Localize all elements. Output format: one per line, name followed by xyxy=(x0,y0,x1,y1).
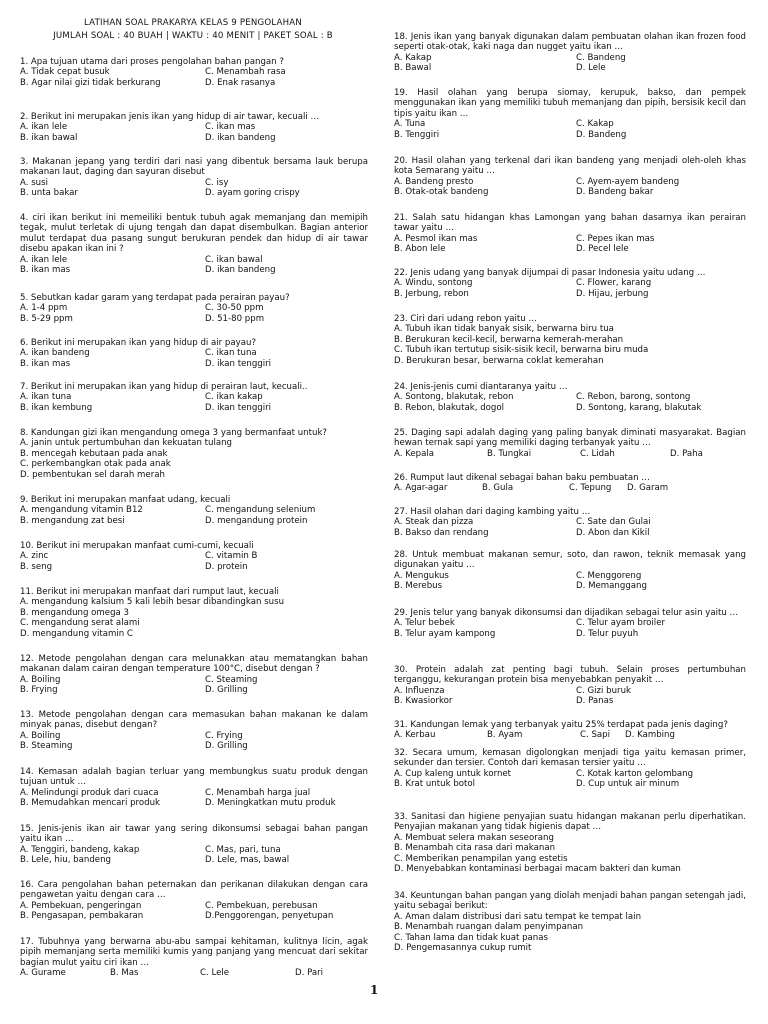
answer-option: A. susi xyxy=(20,177,48,188)
answer-option: B. Rebon, blakutak, dogol xyxy=(394,402,505,413)
answer-options xyxy=(394,177,746,198)
answer-option: B. Krat untuk botol xyxy=(394,779,476,790)
answer-option: A. ikan lele xyxy=(20,254,68,265)
answer-option: B. Berukuran kecil-kecil, berwarna kemerah-merahan xyxy=(394,334,624,345)
answer-option: D. Paha xyxy=(670,448,703,459)
answer-option: A. Telur bebek xyxy=(394,618,455,629)
answer-option: B. Ayam xyxy=(487,730,523,741)
answer-option: D. Pengemasannya cukup rumit xyxy=(394,943,532,954)
question xyxy=(20,767,368,809)
answer-option: B. Telur ayam kampong xyxy=(394,628,496,639)
answer-options xyxy=(20,968,368,978)
answer-option: A. Steak dan pizza xyxy=(394,517,474,528)
answer-option: B. unta bakar xyxy=(20,188,78,199)
question xyxy=(394,428,746,459)
answer-options xyxy=(20,675,368,696)
answer-option: B. mengandung omega 3 xyxy=(20,607,130,618)
answer-option: C. vitamin B xyxy=(205,551,258,562)
answer-option: D. Sontong, karang, blakutak xyxy=(576,402,702,413)
page-header xyxy=(16,17,370,42)
answer-option: D. ikan bandeng xyxy=(205,132,276,143)
question-text: 4. ciri ikan berikut ini memeiliki bentuk tubuh agak memanjang dan memipih tegak, mulut terletak di ujung tengah dan dapat disembulkan. Bagian anterior mulut terdapat dua pasang sungut berukuran pendek dan hidup di air tawar disebu apakan ikan ini ? xyxy=(20,213,368,255)
answer-options xyxy=(394,571,746,592)
answer-option: C. Tahan lama dan tidak kuat panas xyxy=(394,932,548,943)
answer-option: A. 1-4 ppm xyxy=(20,303,68,314)
answer-option: B. mengandung zat besi xyxy=(20,515,125,526)
answer-option: C. Memberikan penampilan yang estetis xyxy=(394,853,568,864)
answer-option: B. Agar nilai gizi tidak berkurang xyxy=(20,77,161,88)
answer-option: A. mengandung vitamin B12 xyxy=(20,505,143,516)
question-text: 34. Keuntungan bahan pangan yang diolah menjadi bahan pangan setengah jadi, yaitu sebagai berikut: xyxy=(394,891,746,912)
question xyxy=(20,587,368,639)
answer-option: A. Bandeng presto xyxy=(394,176,474,187)
answer-option: A. Boiling xyxy=(20,674,61,685)
answer-options xyxy=(20,597,368,639)
header-info: JUMLAH SOAL : 40 BUAH | WAKTU : 40 MENIT | PAKET SOAL : B xyxy=(53,30,333,41)
answer-option: C. Gizi buruk xyxy=(576,685,631,696)
answer-option: D. 51-80 ppm xyxy=(205,313,265,324)
answer-option: A. Membuat selera makan seseorang xyxy=(394,832,554,843)
answer-option: C. Kakap xyxy=(576,119,614,130)
answer-option: C. ikan mas xyxy=(205,122,256,133)
answer-option: D. Bandeng xyxy=(576,129,627,140)
answer-option: B. 5-29 ppm xyxy=(20,313,73,324)
answer-options xyxy=(394,912,746,954)
answer-option: D. Meningkatkan mutu produk xyxy=(205,798,336,809)
answer-option: C. Flower, karang xyxy=(576,278,652,289)
answer-option: D. Pari xyxy=(295,968,324,979)
answer-option: C. Rebon, barong, sontong xyxy=(576,392,691,403)
answer-options xyxy=(20,255,368,276)
answer-option: B. Merebus xyxy=(394,581,443,592)
question-text: 19. Hasil olahan yang berupa siomay, kerupuk, bakso, dan pempek menggunakan ikan yang memiliki tubuh memanjang dan pipih, bersisik kecil dan tipis yaitu ikan … xyxy=(394,88,746,119)
question xyxy=(20,495,368,526)
answer-option: C. 30-50 ppm xyxy=(205,303,264,314)
answer-options xyxy=(394,449,746,459)
answer-option: B. Jerbung, rebon xyxy=(394,288,469,299)
answer-option: B. Lele, hiu, bandeng xyxy=(20,855,111,866)
answer-option: B. Bakso dan rendang xyxy=(394,527,489,538)
answer-options xyxy=(20,438,368,480)
answer-option: D. Lele, mas, bawal xyxy=(205,855,290,866)
question-text: 21. Salah satu hidangan khas Lamongan yang bahan dasarnya ikan perairan tawar yaitu … xyxy=(394,213,746,234)
question xyxy=(20,293,368,324)
answer-option: A. Kepala xyxy=(394,448,435,459)
question xyxy=(20,710,368,752)
answer-option: A. Tubuh ikan tidak banyak sisik, berwarna biru tua xyxy=(394,324,614,335)
answer-option: D. Abon dan Kikil xyxy=(576,527,650,538)
answer-option: B. ikan mas xyxy=(20,358,71,369)
answer-option: D. protein xyxy=(205,561,248,572)
answer-option: A. Pembekuan, pengeringan xyxy=(20,900,142,911)
answer-options xyxy=(20,67,368,88)
answer-options xyxy=(394,730,746,740)
answer-option: A. Agar-agar xyxy=(394,483,448,494)
answer-options xyxy=(20,122,368,143)
answer-options xyxy=(394,278,746,299)
answer-option: C. ikan kakap xyxy=(205,392,263,403)
answer-option: D. Pecel lele xyxy=(576,244,629,255)
answer-option: C. Frying xyxy=(205,730,243,741)
answer-options xyxy=(394,324,746,366)
answer-options xyxy=(394,483,746,493)
answer-option: B. Kwasiorkor xyxy=(394,696,453,707)
answer-option: C. Kotak karton gelombang xyxy=(576,768,694,779)
answer-options xyxy=(20,731,368,752)
answer-option: D. Panas xyxy=(576,696,614,707)
answer-options xyxy=(20,845,368,866)
question-text: 29. Jenis telur yang banyak dikonsumsi dan dijadikan sebagai telur asin yaitu … xyxy=(394,608,739,618)
answer-options xyxy=(394,234,746,255)
answer-option: A. Sontong, blakutak, rebon xyxy=(394,392,514,403)
question xyxy=(20,112,368,143)
answer-options xyxy=(394,686,746,707)
answer-options xyxy=(20,901,368,922)
answer-option: D. Telur puyuh xyxy=(576,628,639,639)
answer-option: D. ikan tenggiri xyxy=(205,402,272,413)
question-text: 26. Rumput laut dikenal sebagai bahan baku pembuatan … xyxy=(394,473,650,483)
question-text: 24. Jenis-jenis cumi diantaranya yaitu … xyxy=(394,382,568,392)
question-text: 2. Berikut ini merupakan jenis ikan yang hidup di air tawar, kecuali … xyxy=(20,112,320,122)
answer-option: D. pembentukan sel darah merah xyxy=(20,469,165,480)
question xyxy=(20,157,368,199)
page-number: 1 xyxy=(370,983,379,997)
answer-option: D. ikan tenggiri xyxy=(205,358,272,369)
answer-option: B. mencegah kebutaan pada anak xyxy=(20,448,168,459)
question-text: 27. Hasil olahan dari daging kambing yaitu … xyxy=(394,507,591,517)
answer-option: A. Kakap xyxy=(394,52,432,63)
answer-options xyxy=(394,618,746,639)
answer-options xyxy=(394,833,746,875)
answer-option: D. Berukuran besar, berwarna coklat kemerahan xyxy=(394,355,604,366)
question-text: 14. Kemasan adalah bagian terluar yang membungkus suatu produk dengan tujuan untuk … xyxy=(20,767,368,788)
answer-option: C. Menambah rasa xyxy=(205,67,286,78)
answer-options xyxy=(20,348,368,369)
answer-option: D. mengandung vitamin C xyxy=(20,628,133,639)
answer-option: D. Lele xyxy=(576,63,606,74)
answer-option: B. Menambah ruangan dalam penyimpanan xyxy=(394,922,584,933)
question xyxy=(20,541,368,572)
answer-options xyxy=(394,119,746,140)
question-text: 28. Untuk membuat makanan semur, soto, dan rawon, teknik memasak yang digunakan yaitu … xyxy=(394,550,746,571)
answer-option: B. Bawal xyxy=(394,63,432,74)
answer-option: C. Lele xyxy=(200,968,230,979)
question xyxy=(20,382,368,413)
answer-option: C. Menggoreng xyxy=(576,570,642,581)
answer-options xyxy=(394,517,746,538)
answer-option: A. Kerbau xyxy=(394,730,436,741)
question-text: 1. Apa tujuan utama dari proses pengolahan bahan pangan ? xyxy=(20,57,284,67)
question xyxy=(394,748,746,790)
answer-option: C. Pepes ikan mas xyxy=(576,233,655,244)
question xyxy=(394,268,746,299)
answer-option: B. Frying xyxy=(20,685,58,696)
answer-option: B. Otak-otak bandeng xyxy=(394,187,489,198)
answer-options xyxy=(394,769,746,790)
answer-option: A. ikan lele xyxy=(20,122,68,133)
question-text: 25. Daging sapi adalah daging yang paling banyak diminati masyarakat. Bagian hewan ternak sapi yang memiliki daging terbanyak yaitu … xyxy=(394,428,746,449)
answer-option: A. ikan bandeng xyxy=(20,348,90,359)
answer-options xyxy=(394,53,746,74)
question-text: 11. Berikut ini merupakan manfaat dari rumput laut, kecuali xyxy=(20,587,279,597)
question-text: 7. Berikut ini merupakan ikan yang hidup di perairan laut, kecuali.. xyxy=(20,382,308,392)
question xyxy=(20,937,368,979)
answer-option: B. Gula xyxy=(482,483,514,494)
answer-option: A. janin untuk pertumbuhan dan kekuatan tulang xyxy=(20,438,232,449)
answer-option: C. perkembangkan otak pada anak xyxy=(20,459,171,470)
answer-option: C. Menambah harga jual xyxy=(205,787,311,798)
answer-option: B. Tenggiri xyxy=(394,129,440,140)
question xyxy=(394,213,746,255)
answer-option: A. Melindungi produk dari cuaca xyxy=(20,787,159,798)
answer-option: B. Tungkai xyxy=(487,448,532,459)
answer-option: D. mengandung protein xyxy=(205,515,308,526)
answer-option: D. Bandeng bakar xyxy=(576,187,654,198)
answer-option: A. Tidak cepat busuk xyxy=(20,67,110,78)
answer-option: D. Enak rasanya xyxy=(205,77,276,88)
answer-option: A. Windu, sontong xyxy=(394,278,473,289)
answer-options xyxy=(20,788,368,809)
question xyxy=(394,891,746,953)
question xyxy=(394,32,746,74)
answer-option: D. Grilling xyxy=(205,741,248,752)
question-text: 12. Metode pengolahan dengan cara melunakkan atau mematangkan bahan makanan dalam cairan dengan temperature 100°C, disebut dengan ? xyxy=(20,654,368,675)
question-text: 15. Jenis-jenis ikan air tawar yang sering dikonsumsi sebagai bahan pangan yaitu ikan … xyxy=(20,824,368,845)
answer-option: A. Pesmol ikan mas xyxy=(394,233,478,244)
question xyxy=(394,382,746,413)
answer-option: B. Steaming xyxy=(20,741,73,752)
answer-option: C. ikan tuna xyxy=(205,348,257,359)
answer-option: B. Memudahkan mencari produk xyxy=(20,798,161,809)
question xyxy=(20,338,368,369)
question-text: 3. Makanan jepang yang terdiri dari nasi yang dibentuk bersama lauk berupa makanan laut, daging dan sayuran disebut xyxy=(20,157,368,178)
answer-options xyxy=(20,505,368,526)
question xyxy=(394,608,746,639)
answer-option: A. Tuna xyxy=(394,119,426,130)
question-text: 32. Secara umum, kemasan digolongkan menjadi tiga yaitu kemasan primer, sekunder dan tersier. Contoh dari kemasan tersier yaitu … xyxy=(394,748,746,769)
answer-option: A. Cup kaleng untuk kornet xyxy=(394,768,512,779)
question-text: 17. Tubuhnya yang berwarna abu-abu sampai kehitaman, kulitnya licin, agak pipih memanjang serta memiliki kumis yang panjang yang mencuat dari sekitar bagian mulut yaitu ciri ikan … xyxy=(20,937,368,968)
answer-option: D. Hijau, jerbung xyxy=(576,288,649,299)
answer-option: C. Ayem-ayem bandeng xyxy=(576,176,680,187)
question xyxy=(20,824,368,866)
answer-option: C. Pembekuan, perebusan xyxy=(205,900,318,911)
answer-option: A. Aman dalam distribusi dari satu tempat ke tempat lain xyxy=(394,911,642,922)
header-title: LATIHAN SOAL PRAKARYA KELAS 9 PENGOLAHAN xyxy=(83,18,303,28)
question xyxy=(394,720,746,741)
question-text: 30. Protein adalah zat penting bagi tubuh. Selain proses pertumbuhan terganggu, kekurangan protein bisa menyebabkan penyakit … xyxy=(394,665,746,686)
answer-option: D. Menyebabkan kontaminasi berbagai macam bakteri dan kuman xyxy=(394,864,681,875)
question xyxy=(394,812,746,874)
answer-option: C. Mas, pari, tuna xyxy=(205,844,281,855)
answer-option: C. Tubuh ikan tertutup sisik-sisik kecil, berwarna biru muda xyxy=(394,345,649,356)
question-text: 6. Berikut ini merupakan ikan yang hidup di air payau? xyxy=(20,338,257,348)
question-text: 13. Metode pengolahan dengan cara memasukan bahan makanan ke dalam minyak panas, disebut dengan? xyxy=(20,710,368,731)
answer-option: C. Steaming xyxy=(205,674,258,685)
question xyxy=(20,654,368,696)
answer-option: D. Cup untuk air minum xyxy=(576,779,680,790)
answer-option: C. mengandung serat alami xyxy=(20,618,140,629)
question-text: 20. Hasil olahan yang terkenal dari ikan bandeng yang menjadi oleh-oleh khas kota Semarang yaitu … xyxy=(394,156,746,177)
answer-option: A. Tenggiri, bandeng, kakap xyxy=(20,844,140,855)
answer-option: C. Sapi xyxy=(580,730,611,741)
answer-option: C. Tepung xyxy=(569,483,612,494)
question-text: 10. Berikut ini merupakan manfaat cumi-cumi, kecuali xyxy=(20,541,254,551)
answer-option: B. Menambah cita rasa dari makanan xyxy=(394,843,556,854)
question-text: 8. Kandungan gizi ikan mengandung omega 3 yang bermanfaat untuk? xyxy=(20,428,327,438)
answer-option: A. Mengukus xyxy=(394,570,449,581)
question xyxy=(394,314,746,366)
question-text: 16. Cara pengolahan bahan peternakan dan perikanan dilakukan dengan cara pengawetan yaitu dengan cara … xyxy=(20,880,368,901)
question xyxy=(394,473,746,494)
answer-option: C. ikan bawal xyxy=(205,254,263,265)
answer-option: B. Abon lele xyxy=(394,244,446,255)
answer-option: A. Influenza xyxy=(394,685,445,696)
answer-option: C. Telur ayam broiler xyxy=(576,618,666,629)
answer-option: D. Kambing xyxy=(625,730,675,741)
answer-option: D. Memanggang xyxy=(576,581,647,592)
answer-option: C. Bandeng xyxy=(576,52,626,63)
question xyxy=(20,57,368,88)
answer-options xyxy=(394,392,746,413)
question-text: 18. Jenis ikan yang banyak digunakan dalam pembuatan olahan ikan frozen food seperti otak-otak, kaki naga dan nugget yaitu ikan … xyxy=(394,32,746,53)
answer-option: D. Garam xyxy=(627,483,669,494)
answer-option: D.Penggorengan, penyetupan xyxy=(205,911,334,922)
question xyxy=(20,428,368,480)
answer-option: A. zinc xyxy=(20,551,49,562)
answer-option: D. ayam goring crispy xyxy=(205,188,300,199)
answer-option: B. ikan bawal xyxy=(20,132,78,143)
question xyxy=(394,550,746,592)
answer-option: C. Sate dan Gulai xyxy=(576,517,651,528)
question xyxy=(394,88,746,140)
question xyxy=(20,880,368,922)
question-text: 9. Berikut ini merupakan manfaat udang, kecuali xyxy=(20,495,231,505)
answer-option: C. mengandung selenium xyxy=(205,505,316,516)
answer-options xyxy=(20,551,368,572)
answer-option: A. Gurame xyxy=(20,968,66,979)
answer-options xyxy=(20,392,368,413)
answer-option: B. ikan mas xyxy=(20,265,71,276)
question-text: 22. Jenis udang yang banyak dijumpai di pasar Indonesia yaitu udang … xyxy=(394,268,706,278)
answer-options xyxy=(20,178,368,199)
answer-option: B. ikan kembung xyxy=(20,402,93,413)
answer-option: A. Boiling xyxy=(20,730,61,741)
answer-option: C. Lidah xyxy=(580,448,615,459)
answer-option: C. isy xyxy=(205,177,229,188)
question-text: 5. Sebutkan kadar garam yang terdapat pada perairan payau? xyxy=(20,293,290,303)
answer-option: A. mengandung kalsium 5 kali lebih besar dibandingkan susu xyxy=(20,597,285,608)
answer-option: B. Mas xyxy=(110,968,139,979)
question xyxy=(394,507,746,538)
question xyxy=(394,156,746,198)
question xyxy=(394,665,746,707)
question-text: 23. Ciri dari udang rebon yaitu … xyxy=(394,314,538,324)
question-text: 31. Kandungan lemak yang terbanyak yaitu 25% terdapat pada jenis daging? xyxy=(394,720,728,730)
question xyxy=(20,213,368,275)
answer-option: B. seng xyxy=(20,561,53,572)
answer-option: A. ikan tuna xyxy=(20,392,72,403)
answer-option: B. Pengasapan, pembakaran xyxy=(20,911,144,922)
answer-options xyxy=(20,303,368,324)
answer-option: D. Grilling xyxy=(205,685,248,696)
question-text: 33. Sanitasi dan higiene penyajian suatu hidangan makanan perlu diperhatikan. Penyajian makanan yang tidak higienis dapat … xyxy=(394,812,746,833)
answer-option: D. ikan bandeng xyxy=(205,265,276,276)
